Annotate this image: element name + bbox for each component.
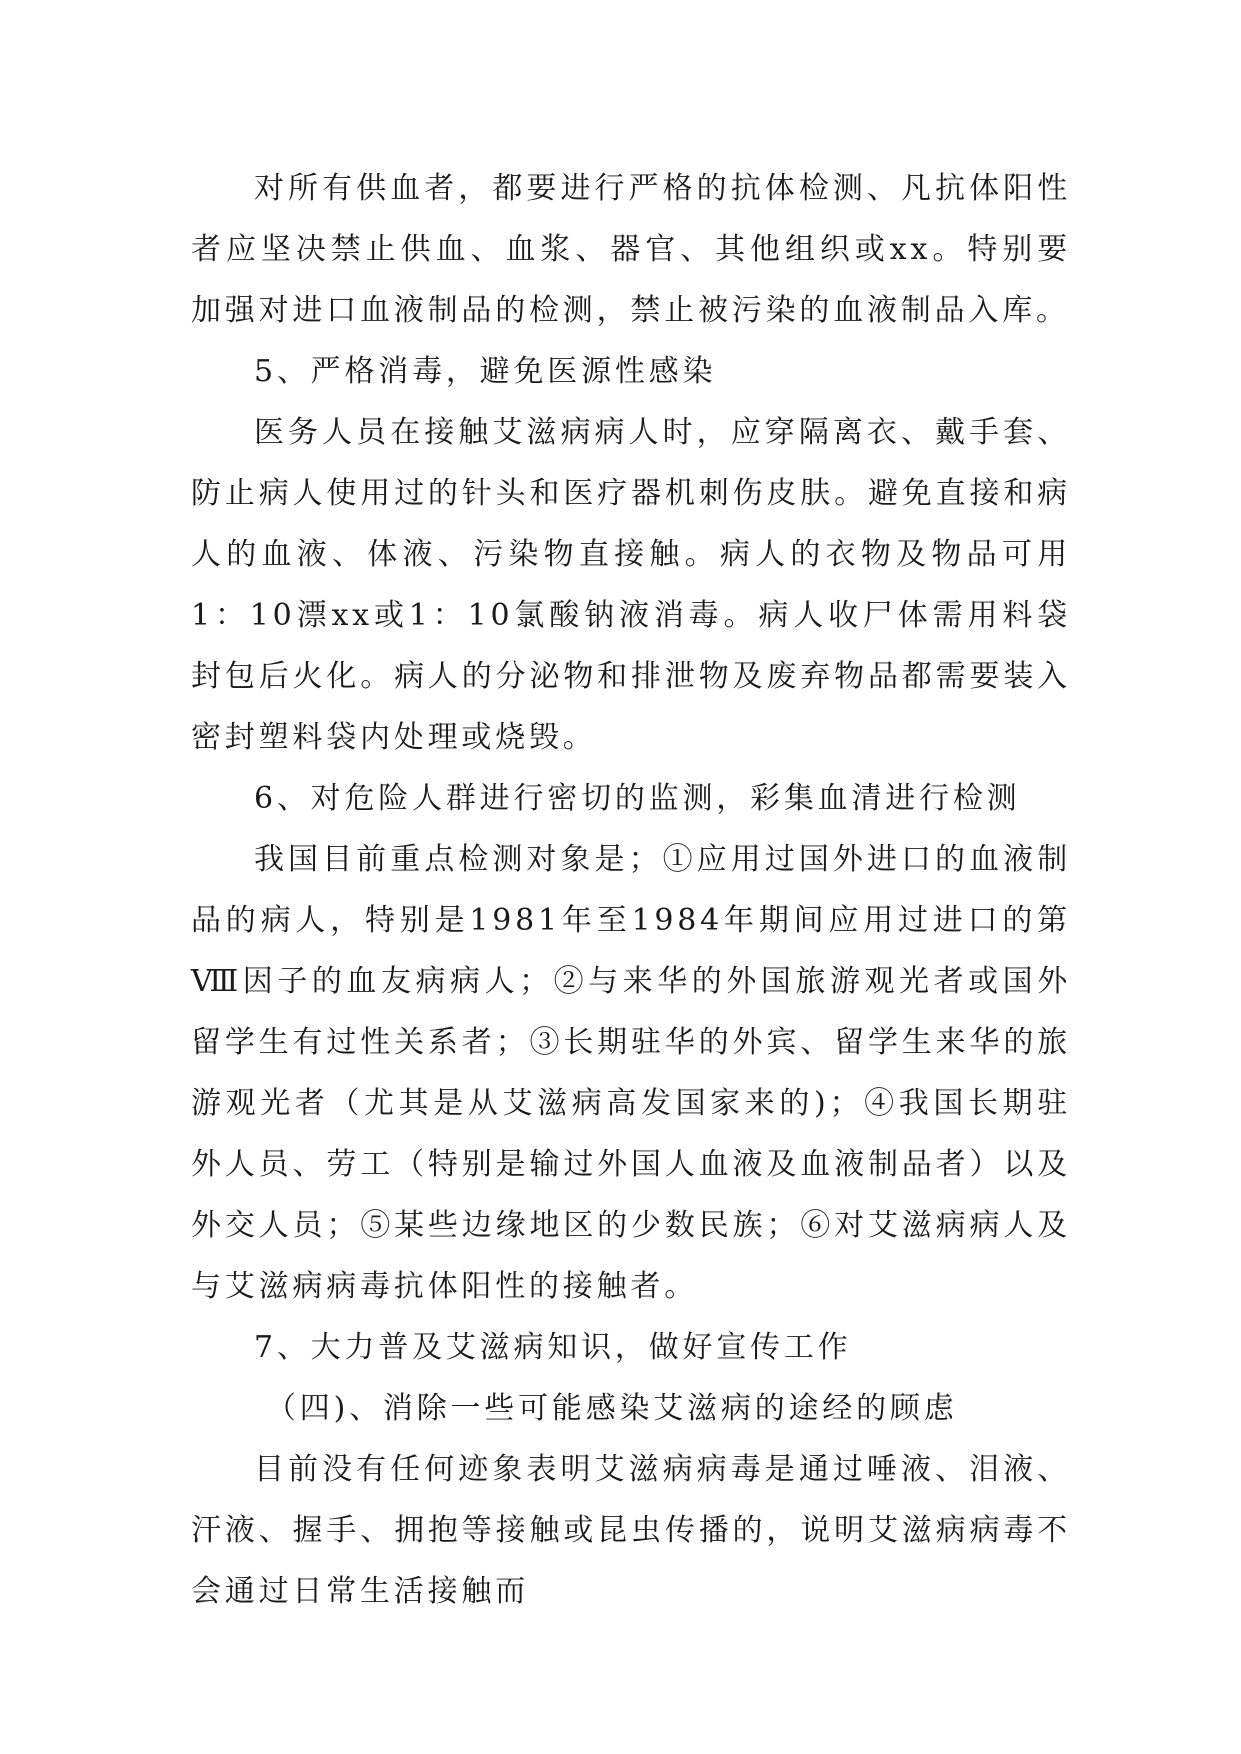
paragraph-blood-donor-screening: 对所有供血者，都要进行严格的抗体检测、凡抗体阳性者应坚决禁止供血、血浆、器官、其他组织或xx。特别要加强对进口血液制品的检测，禁止被污染的血液制品入库。	[191, 171, 1071, 328]
document-body	[191, 158, 1071, 1622]
heading-section-four: （四)、消除一些可能感染艾滋病的途经的顾虑	[266, 1391, 958, 1426]
paragraph-no-casual-transmission: 目前没有任何迹象表明艾滋病病毒是通过唾液、泪液、汗液、握手、拥抱等接触或昆虫传播的，说明艾滋病病毒不会通过日常生活接触而	[191, 1452, 1071, 1609]
heading-disinfection: 5、严格消毒，避免医源性感染	[254, 354, 717, 389]
paragraph-key-detection-targets: 我国目前重点检测对象是；①应用过国外进口的血液制品的病人，特别是1981年至1984年期间应用过进口的第Ⅷ因子的血友病病人；②与来华的外国旅游观光者或国外留学生有过性关系者；③长期驻华的外宾、留学生来华的旅游观光者（尤其是从艾滋病高发国家来的)；④我国长期驻外人员、劳工（特别是输过外国人血液及血液制品者）以及外交人员；⑤某些边缘地区的少数民族；⑥对艾滋病病人及与艾滋病病毒抗体阳性的接触者。	[191, 842, 1071, 1304]
paragraph-medical-staff-protection: 医务人员在接触艾滋病病人时，应穿隔离衣、戴手套、防止病人使用过的针头和医疗器机刺伤皮肤。避免直接和病人的血液、体液、污染物直接触。病人的衣物及物品可用1：10漂xx或1：10氯酸钠液消毒。病人收尸体需用料袋封包后火化。病人的分泌物和排泄物及废弃物品都需要装入密封塑料袋内处理或烧毁。	[191, 415, 1071, 755]
heading-awareness-education: 7、大力普及艾滋病知识，做好宣传工作	[254, 1330, 852, 1365]
heading-risk-group-monitoring: 6、对危险人群进行密切的监测，彩集血清进行检测	[254, 781, 1021, 816]
